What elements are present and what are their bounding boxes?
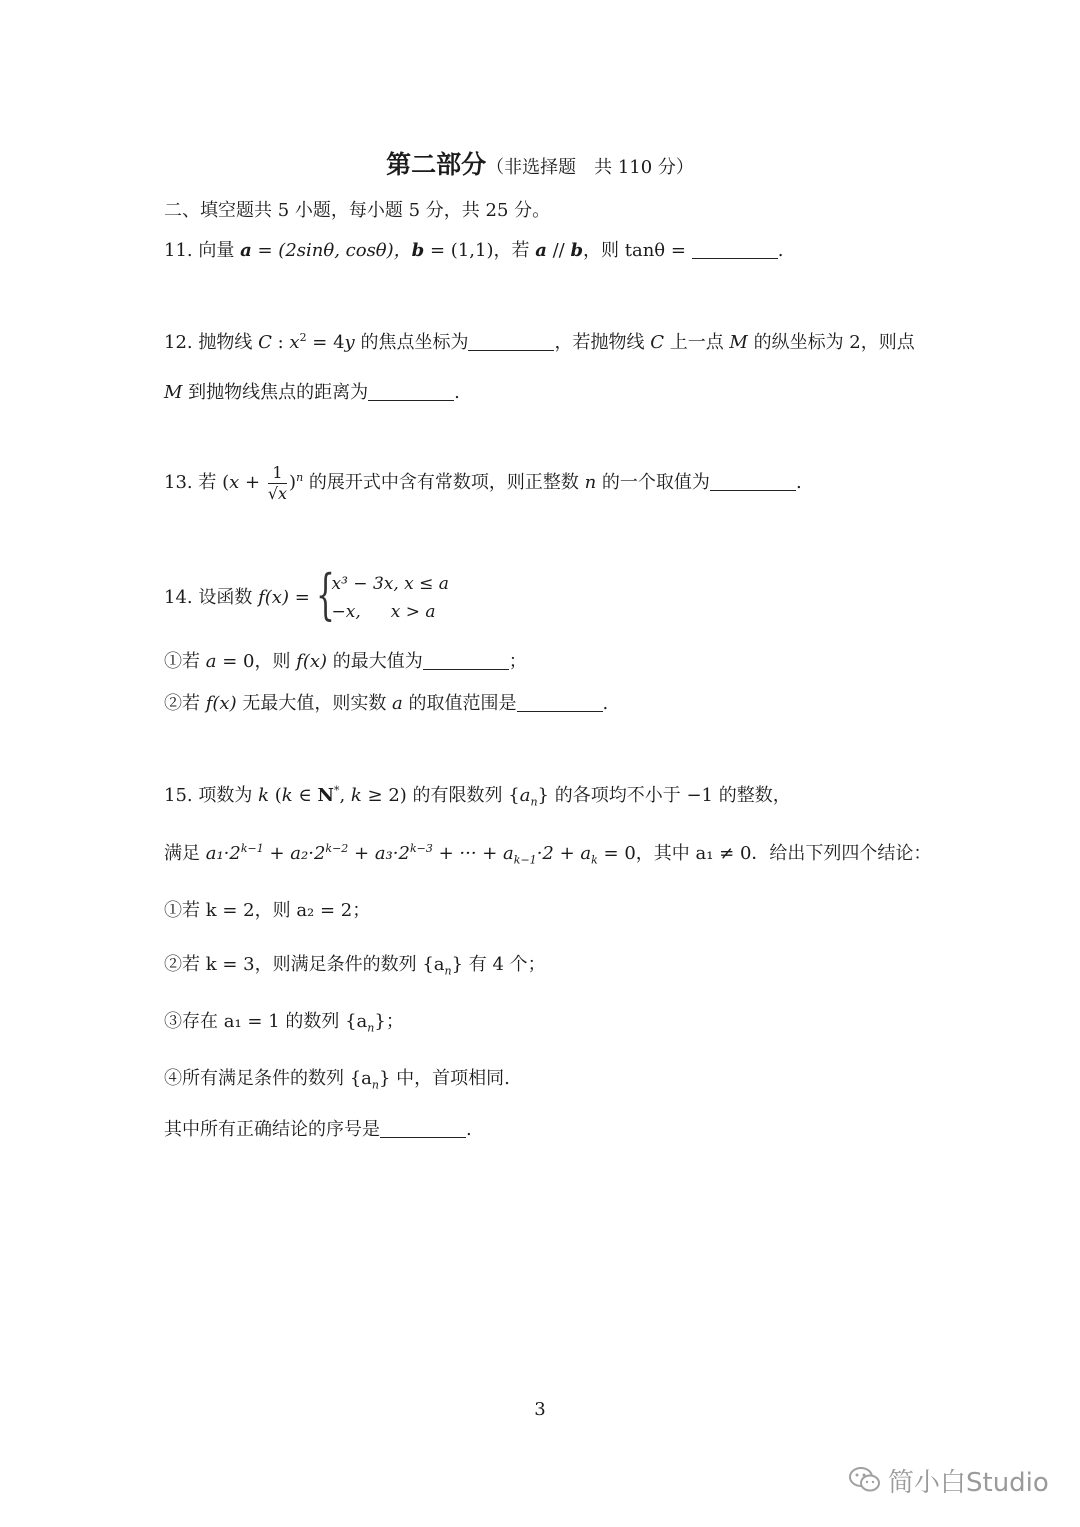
question-15-condition: 满足 $a_1\cdot 2^{k-1} + a_2\cdot 2^{k-2} + a_3\cdot 2^{k-3}$ + ··· + $a_{k-1}\cdot 2 + a_k = 0$，其中 a₁ ≠ 0．给出下列四个结论： (164, 842, 932, 867)
question-15-conclusion-1: ①若 k = 2，则 a₂ = 2； (164, 900, 371, 921)
section-title (0, 145, 1080, 181)
fraction: $\frac{1}{√x}$ (267, 462, 288, 503)
answer-blank[interactable] (710, 472, 796, 491)
answer-blank[interactable] (468, 332, 554, 351)
question-14-part2: ②若 f(x) 无最大值，则实数 a 的取值范围是 . (164, 693, 609, 714)
question-15-answer: 其中所有正确结论的序号是 . (164, 1119, 472, 1140)
watermark-text: 简小白Studio (888, 1467, 1049, 1498)
question-14-part1: ①若 a = 0，则 f(x) 的最大值为 ； (164, 651, 527, 672)
question-15-conclusion-3: ③存在 a₁ = 1 的数列 $\{a_n\}$； (164, 1011, 404, 1035)
answer-blank[interactable] (423, 651, 509, 670)
question-15-conclusion-2: ②若 k = 3，则满足条件的数列 $\{a_n\}$ 有 4 个； (164, 954, 546, 978)
page-number: 3 (534, 1399, 546, 1420)
section-title-sub: （非选择题 共 110 分） (486, 157, 694, 178)
watermark (848, 1462, 1049, 1498)
question-15-conclusion-4: ④所有满足条件的数列 $\{a_n\}$ 中，首项相同. (164, 1068, 510, 1092)
question-13: 13. 若 (x + $\frac{1}{√x}$ )$^n$ 的展开式中含有常数项，则正整数 n 的一个取值为 . (164, 462, 802, 503)
question-15: 15. 项数为 k (k ∈ N*, k ≥ 2) 的有限数列 $\{a_n\}$ 的各项均不小于 −1 的整数， (164, 784, 791, 809)
question-12-line2: M 到抛物线焦点的距离为 . (164, 382, 460, 403)
wechat-icon (848, 1465, 882, 1495)
answer-blank[interactable] (517, 693, 603, 712)
section-header: 二、填空题共 5 小题，每小题 5 分，共 25 分。 (164, 200, 551, 221)
question-12: 12. 抛物线 C : $x^2 = 4y$ 的焦点坐标为 ，若抛物线 C 上一点 M 的纵坐标为 2，则点 (164, 331, 915, 353)
answer-blank[interactable] (380, 1119, 466, 1138)
answer-blank[interactable] (368, 382, 454, 401)
answer-blank[interactable] (692, 240, 778, 259)
section-title-main: 第二部分 (386, 150, 487, 179)
question-14: 14. 设函数 f(x) = { x³ − 3x, x ≤ a −x, x > a (164, 563, 449, 626)
piecewise-definition: { x³ − 3x, x ≤ a −x, x > a (315, 563, 449, 626)
question-11: 11. 向量 a = (2sinθ, cosθ)，b = (1,1)，若 a // b，则 tanθ = . (164, 240, 784, 261)
